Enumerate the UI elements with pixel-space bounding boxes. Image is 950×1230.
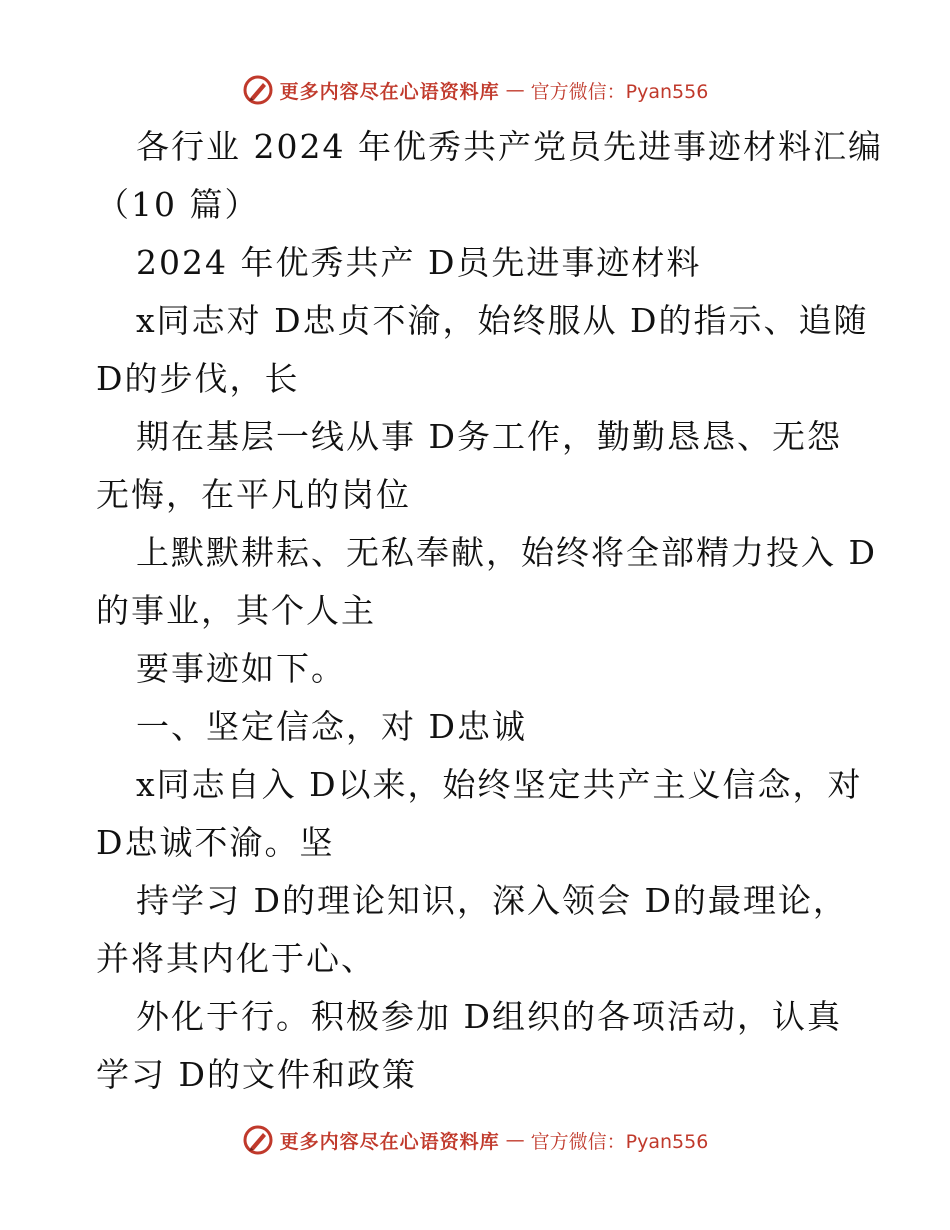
paragraph-line: x同志对 D忠贞不渝，始终服从 D的指示、追随 — [136, 301, 869, 340]
paragraph-line: 无悔，在平凡的岗位 — [96, 475, 411, 514]
paragraph-line: 上默默耕耘、无私奉献，始终将全部精力投入 D — [136, 533, 877, 572]
footer-banner-separator: — — [505, 1129, 525, 1151]
document-title-line: 各行业 2024 年优秀共产党员先进事迹材料汇编 — [136, 127, 883, 166]
paragraph-line: 的事业，其个人主 — [96, 591, 376, 630]
paragraph-line: 外化于行。积极参加 D组织的各项活动，认真 — [136, 997, 842, 1036]
paragraph-line: 学习 D的文件和政策 — [96, 1055, 417, 1094]
paragraph-line: D忠诚不渝。坚 — [96, 823, 335, 862]
document-body — [96, 118, 883, 1104]
paragraph-line: 并将其内化于心、 — [96, 939, 376, 978]
footer-banner-account: 官方微信：Pyan556 — [530, 1130, 709, 1153]
header-banner — [0, 70, 950, 110]
header-banner-separator: — — [505, 79, 525, 101]
footer-banner — [0, 1120, 950, 1160]
paragraph-line: 持学习 D的理论知识，深入领会 D的最理论， — [136, 881, 848, 920]
pen-logo-icon — [242, 1124, 274, 1156]
section-heading: 2024 年优秀共产 D员先进事迹材料 — [136, 243, 702, 282]
document-title-line: （10 篇） — [96, 185, 260, 224]
paragraph-line: x同志自入 D以来，始终坚定共产主义信念，对 — [136, 765, 863, 804]
subsection-heading: 一、坚定信念，对 D忠诚 — [136, 707, 527, 746]
paragraph-line: 要事迹如下。 — [136, 649, 346, 688]
header-banner-text: 更多内容尽在心语资料库 — [279, 80, 500, 103]
pen-logo-icon — [242, 74, 274, 106]
paragraph-line: 期在基层一线从事 D务工作，勤勤恳恳、无怨 — [136, 417, 842, 456]
paragraph-line: D的步伐，长 — [96, 359, 300, 398]
header-banner-account: 官方微信：Pyan556 — [530, 80, 709, 103]
footer-banner-text: 更多内容尽在心语资料库 — [279, 1130, 500, 1153]
